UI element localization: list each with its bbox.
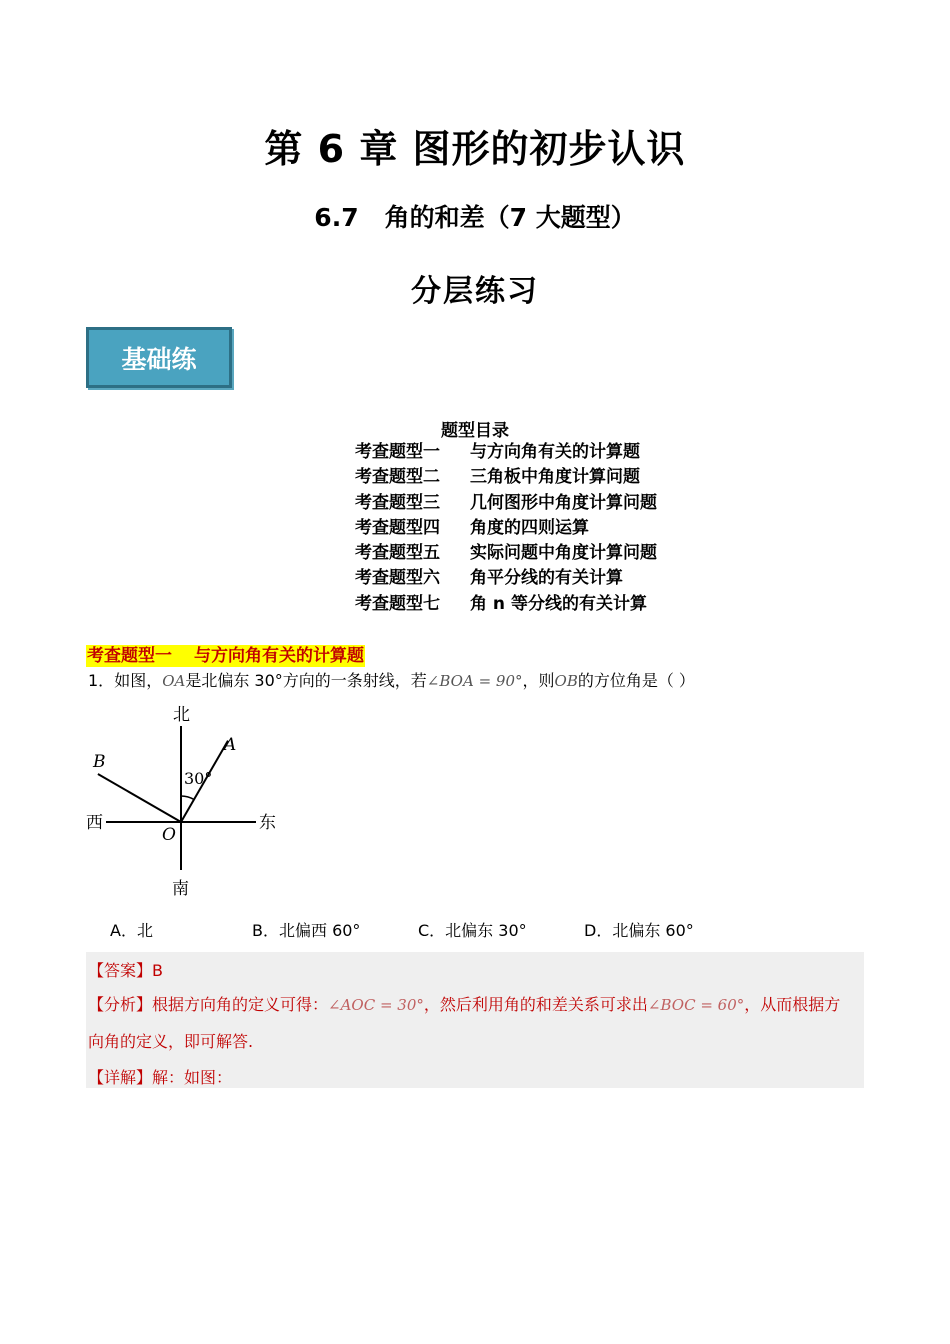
analysis-line-2: 向角的定义，即可解答.	[88, 1032, 254, 1051]
analysis-text: 根据方向角的定义可得：	[152, 995, 329, 1014]
question-part: ，则	[522, 671, 555, 690]
toc-item-code: 考查题型一	[355, 442, 440, 462]
toc-item[interactable]	[355, 465, 657, 490]
choice-d[interactable]: D．北偏东 60°	[584, 921, 694, 940]
toc-list	[355, 440, 657, 617]
math-angle-aoc: ∠AOC = 30°	[328, 996, 424, 1014]
math-angle-boa: ∠BOA = 90°	[426, 672, 523, 690]
toc-item-code: 考查题型四	[355, 517, 440, 538]
toc-item[interactable]	[355, 440, 657, 465]
choice-a[interactable]: A．北	[110, 921, 153, 940]
section-number: 6.7	[314, 203, 359, 232]
analysis-text: ，然后利用角的和差关系可求出	[423, 995, 648, 1014]
toc-item-code: 考查题型三	[355, 492, 440, 513]
label-west: 西	[86, 813, 103, 833]
label-point-o: O	[162, 825, 176, 845]
ray-ob	[98, 774, 181, 822]
toc-item-code: 考查题型七	[355, 593, 440, 614]
solution-box	[86, 952, 864, 1088]
toc-item-title: 角 n 等分线的有关计算	[470, 593, 647, 614]
math-angle-boc: ∠BOC = 60°	[647, 996, 745, 1014]
label-point-a: A	[224, 735, 237, 755]
section-title	[0, 198, 950, 234]
label-south: 南	[172, 879, 189, 899]
section-name: 角的和差（7 大题型）	[384, 203, 636, 232]
choice-b[interactable]: B．北偏西 60°	[252, 921, 361, 940]
label-angle-30: 30°	[184, 769, 213, 788]
direction-diagram	[84, 698, 284, 903]
question-text	[88, 670, 695, 692]
label-east: 东	[259, 813, 276, 833]
analysis-text: ，从而根据方	[744, 995, 841, 1014]
math-oa: OA	[162, 672, 186, 690]
detail-text: 解：如图：	[152, 1068, 233, 1087]
toc-item-title: 角平分线的有关计算	[470, 568, 623, 589]
basic-practice-badge: 基础练	[86, 327, 232, 388]
toc-heading: 题型目录	[441, 421, 509, 441]
chapter-title: 第 6 章 图形的初步认识	[264, 127, 686, 171]
answer-line	[88, 958, 163, 981]
label-point-b: B	[93, 752, 106, 772]
toc-item-title: 角度的四则运算	[470, 517, 589, 538]
toc-item-title: 几何图形中角度计算问题	[470, 492, 657, 513]
toc-item-title: 与方向角有关的计算题	[470, 442, 640, 462]
answer-tag: 【答案】	[88, 961, 153, 980]
section-heading-code: 考查题型一	[87, 646, 172, 666]
label-north: 北	[173, 705, 190, 725]
toc-item-code: 考查题型六	[355, 568, 440, 589]
detail-tag: 【详解】	[88, 1068, 153, 1087]
layer-title: 分层练习	[411, 274, 539, 309]
toc-item-code: 考查题型二	[355, 467, 440, 488]
angle-arc	[181, 796, 194, 800]
section-heading-title: 与方向角有关的计算题	[194, 646, 364, 666]
answer-value: B	[152, 961, 163, 980]
analysis-tag: 【分析】	[88, 995, 153, 1014]
toc-item-title: 实际问题中角度计算问题	[470, 543, 657, 564]
toc-item-title: 三角板中角度计算问题	[470, 467, 640, 488]
question-part: 的方位角是（ ）	[577, 671, 695, 690]
analysis-line	[88, 992, 840, 1015]
question-number: 1．	[88, 671, 115, 690]
toc-item[interactable]	[355, 592, 657, 617]
section-heading	[86, 645, 365, 667]
toc-item[interactable]	[355, 516, 657, 541]
detail-line	[88, 1065, 232, 1088]
toc-item[interactable]	[355, 491, 657, 516]
toc-item[interactable]	[355, 566, 657, 591]
toc-item[interactable]	[355, 541, 657, 566]
math-ob: OB	[554, 672, 578, 690]
question-part: 是北偏东 30°方向的一条射线，若	[185, 671, 427, 690]
toc-item-code: 考查题型五	[355, 543, 440, 564]
choice-c[interactable]: C．北偏东 30°	[418, 921, 527, 940]
question-part: 如图，	[114, 671, 163, 690]
